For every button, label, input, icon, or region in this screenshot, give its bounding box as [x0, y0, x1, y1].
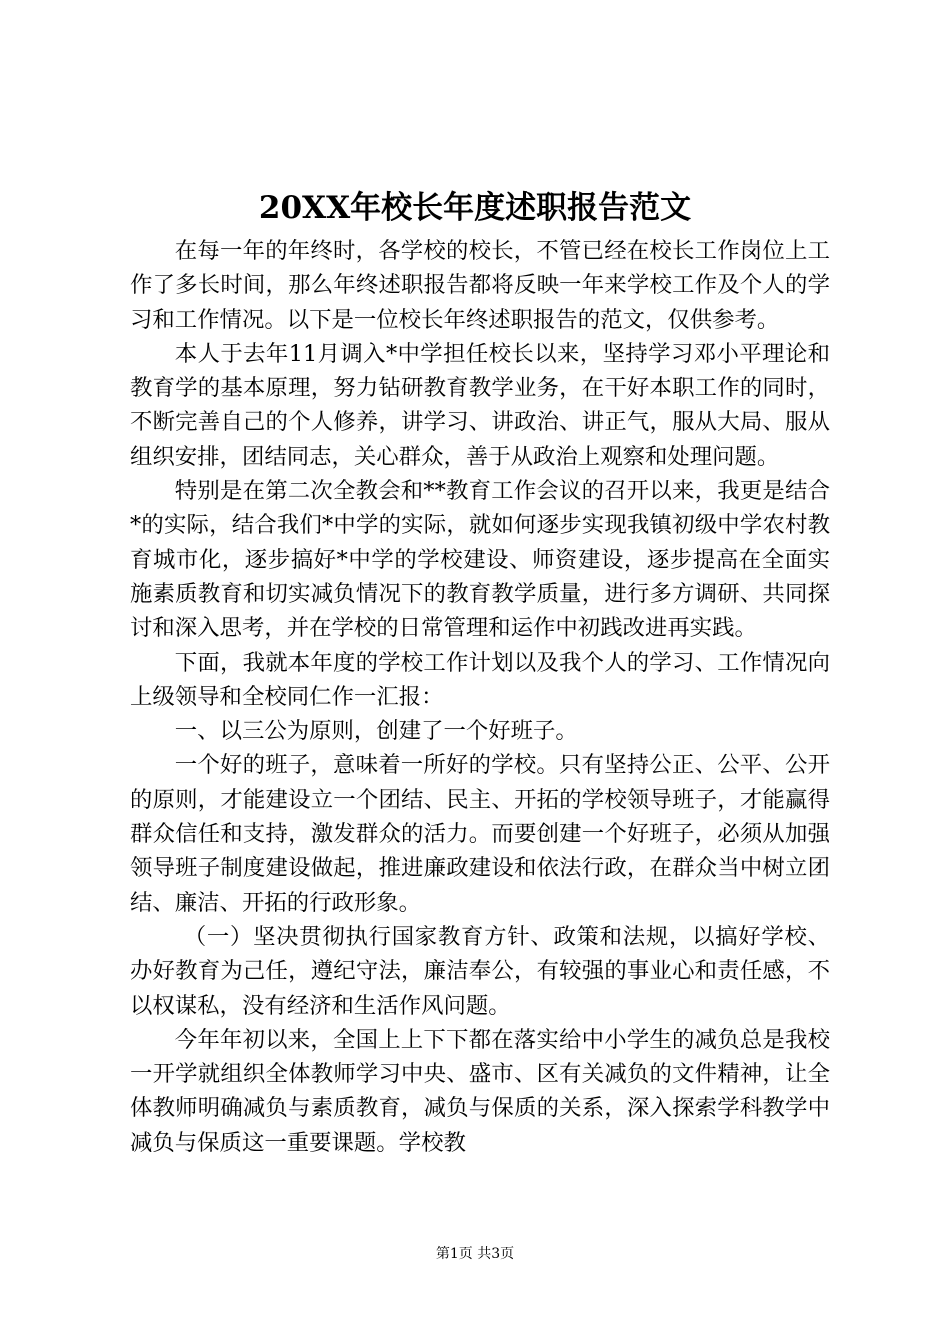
document-body [130, 234, 830, 1160]
document-title: 20XX年校长年度述职报告范文 [258, 190, 692, 226]
paragraph-education-conference: 特别是在第二次全教会和**教育工作会议的召开以来，我更是结合*的实际，结合我们*中学的实际，就如何逐步实现我镇初级中学农村教育城市化，逐步搞好*中学的学校建设、师资建设，逐步提高在全面实施素质教育和切实减负情况下的教育教学质量，进行多方调研、共同探讨和深入思考，并在学校的日常管理和运作中初践改进再实践。 [130, 478, 830, 642]
page-number-footer: 第1页 共3页 [435, 1246, 515, 1262]
paragraph-burden-reduction: 今年年初以来，全国上上下下都在落实给中小学生的减负总是我校一开学就组织全体教师学习中央、盛市、区有关减负的文件精神，让全体教师明确减负与素质教育，减负与保质的关系，深入探索学科教学中减负与保质这一重要课题。学校教 [130, 1026, 830, 1156]
paragraph-good-leadership: 一个好的班子，意味着一所好的学校。只有坚持公正、公平、公开的原则，才能建设立一个团结、民主、开拓的学校领导班子，才能赢得群众信任和支持，激发群众的活力。而要创建一个好班子，必须从加强领导班子制度建设做起，推进廉政建设和依法行政，在群众当中树立团结、廉洁、开拓的行政形象。 [130, 752, 830, 916]
paragraph-report-preface: 下面，我就本年度的学校工作计划以及我个人的学习、工作情况向上级领导和全校同仁作一汇报： [130, 649, 830, 710]
subsection-one: （一）坚决贯彻执行国家教育方针、政策和法规，以搞好学校、办好教育为己任，遵纪守法，廉洁奉公，有较强的事业心和责任感，不以权谋私，没有经济和生活作风问题。 [130, 923, 830, 1019]
section-heading-one: 一、以三公为原则，创建了一个好班子。 [174, 718, 578, 745]
paragraph-intro: 在每一年的年终时，各学校的校长，不管已经在校长工作岗位上工作了多长时间，那么年终述职报告都将反映一年来学校工作及个人的学习和工作情况。以下是一位校长年终述职报告的范文，仅供参考。 [130, 238, 830, 333]
paragraph-self-introduction: 本人于去年11月调入*中学担任校长以来，坚持学习邓小平理论和教育学的基本原理，努力钻研教育教学业务，在干好本职工作的同时，不断完善自己的个人修养，讲学习、讲政治、讲正气，服从大局、服从组织安排，团结同志，关心群众，善于从政治上观察和处理问题。 [130, 340, 830, 470]
